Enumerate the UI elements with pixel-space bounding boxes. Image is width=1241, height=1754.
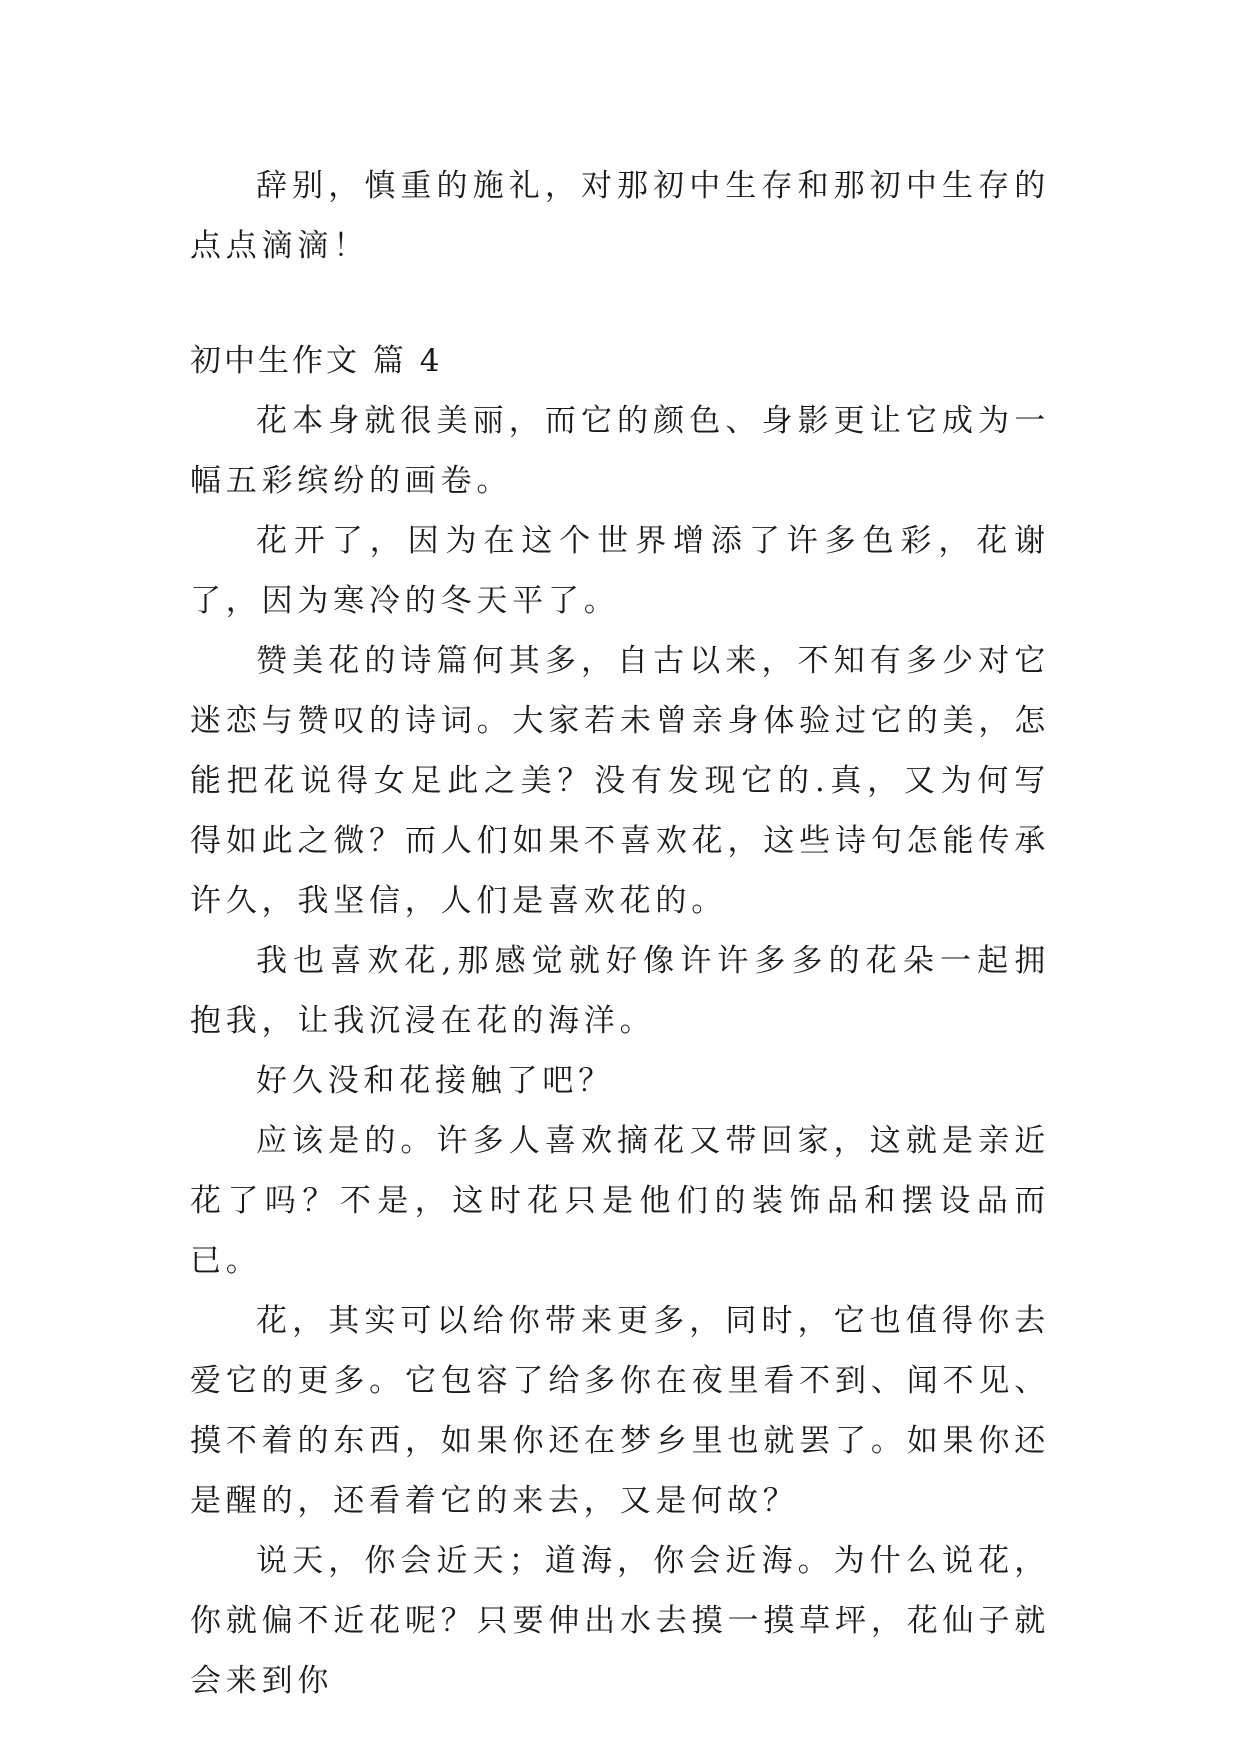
paragraph-closing: 辞别，慎重的施礼，对那初中生存和那初中生存的点点滴滴！	[190, 168, 1050, 264]
paragraph: 花本身就很美丽，而它的颜色、身影更让它成为一幅五彩缤纷的画卷。	[190, 403, 1050, 499]
article-section	[190, 331, 1050, 1711]
top-text-block	[190, 156, 1050, 276]
paragraph: 说天，你会近天；道海，你会近海。为什么说花，你就偏不近花呢？只要伸出水去摸一摸草坪，花仙子就会来到你	[190, 1543, 1050, 1699]
paragraph: 好久没和花接触了吧？	[256, 1063, 614, 1099]
section-heading: 初中生作文 篇 4	[190, 343, 443, 379]
paragraph: 我也喜欢花,那感觉就好像许许多多的花朵一起拥抱我，让我沉浸在花的海洋。	[190, 943, 1050, 1039]
paragraph: 花，其实可以给你带来更多，同时，它也值得你去爱它的更多。它包容了给多你在夜里看不到、闻不见、摸不着的东西，如果你还在梦乡里也就罢了。如果你还是醒的，还看着它的来去，又是何故？	[190, 1303, 1050, 1519]
paragraph: 应该是的。许多人喜欢摘花又带回家，这就是亲近花了吗？不是，这时花只是他们的装饰品和摆设品而已。	[190, 1123, 1050, 1279]
paragraph: 赞美花的诗篇何其多，自古以来，不知有多少对它迷恋与赞叹的诗词。大家若未曾亲身体验过它的美，怎能把花说得女足此之美？没有发现它的.真，又为何写得如此之微？而人们如果不喜欢花，这些诗句怎能传承许久，我坚信，人们是喜欢花的。	[190, 643, 1050, 919]
paragraph: 花开了，因为在这个世界增添了许多色彩，花谢了，因为寒冷的冬天平了。	[190, 523, 1050, 619]
